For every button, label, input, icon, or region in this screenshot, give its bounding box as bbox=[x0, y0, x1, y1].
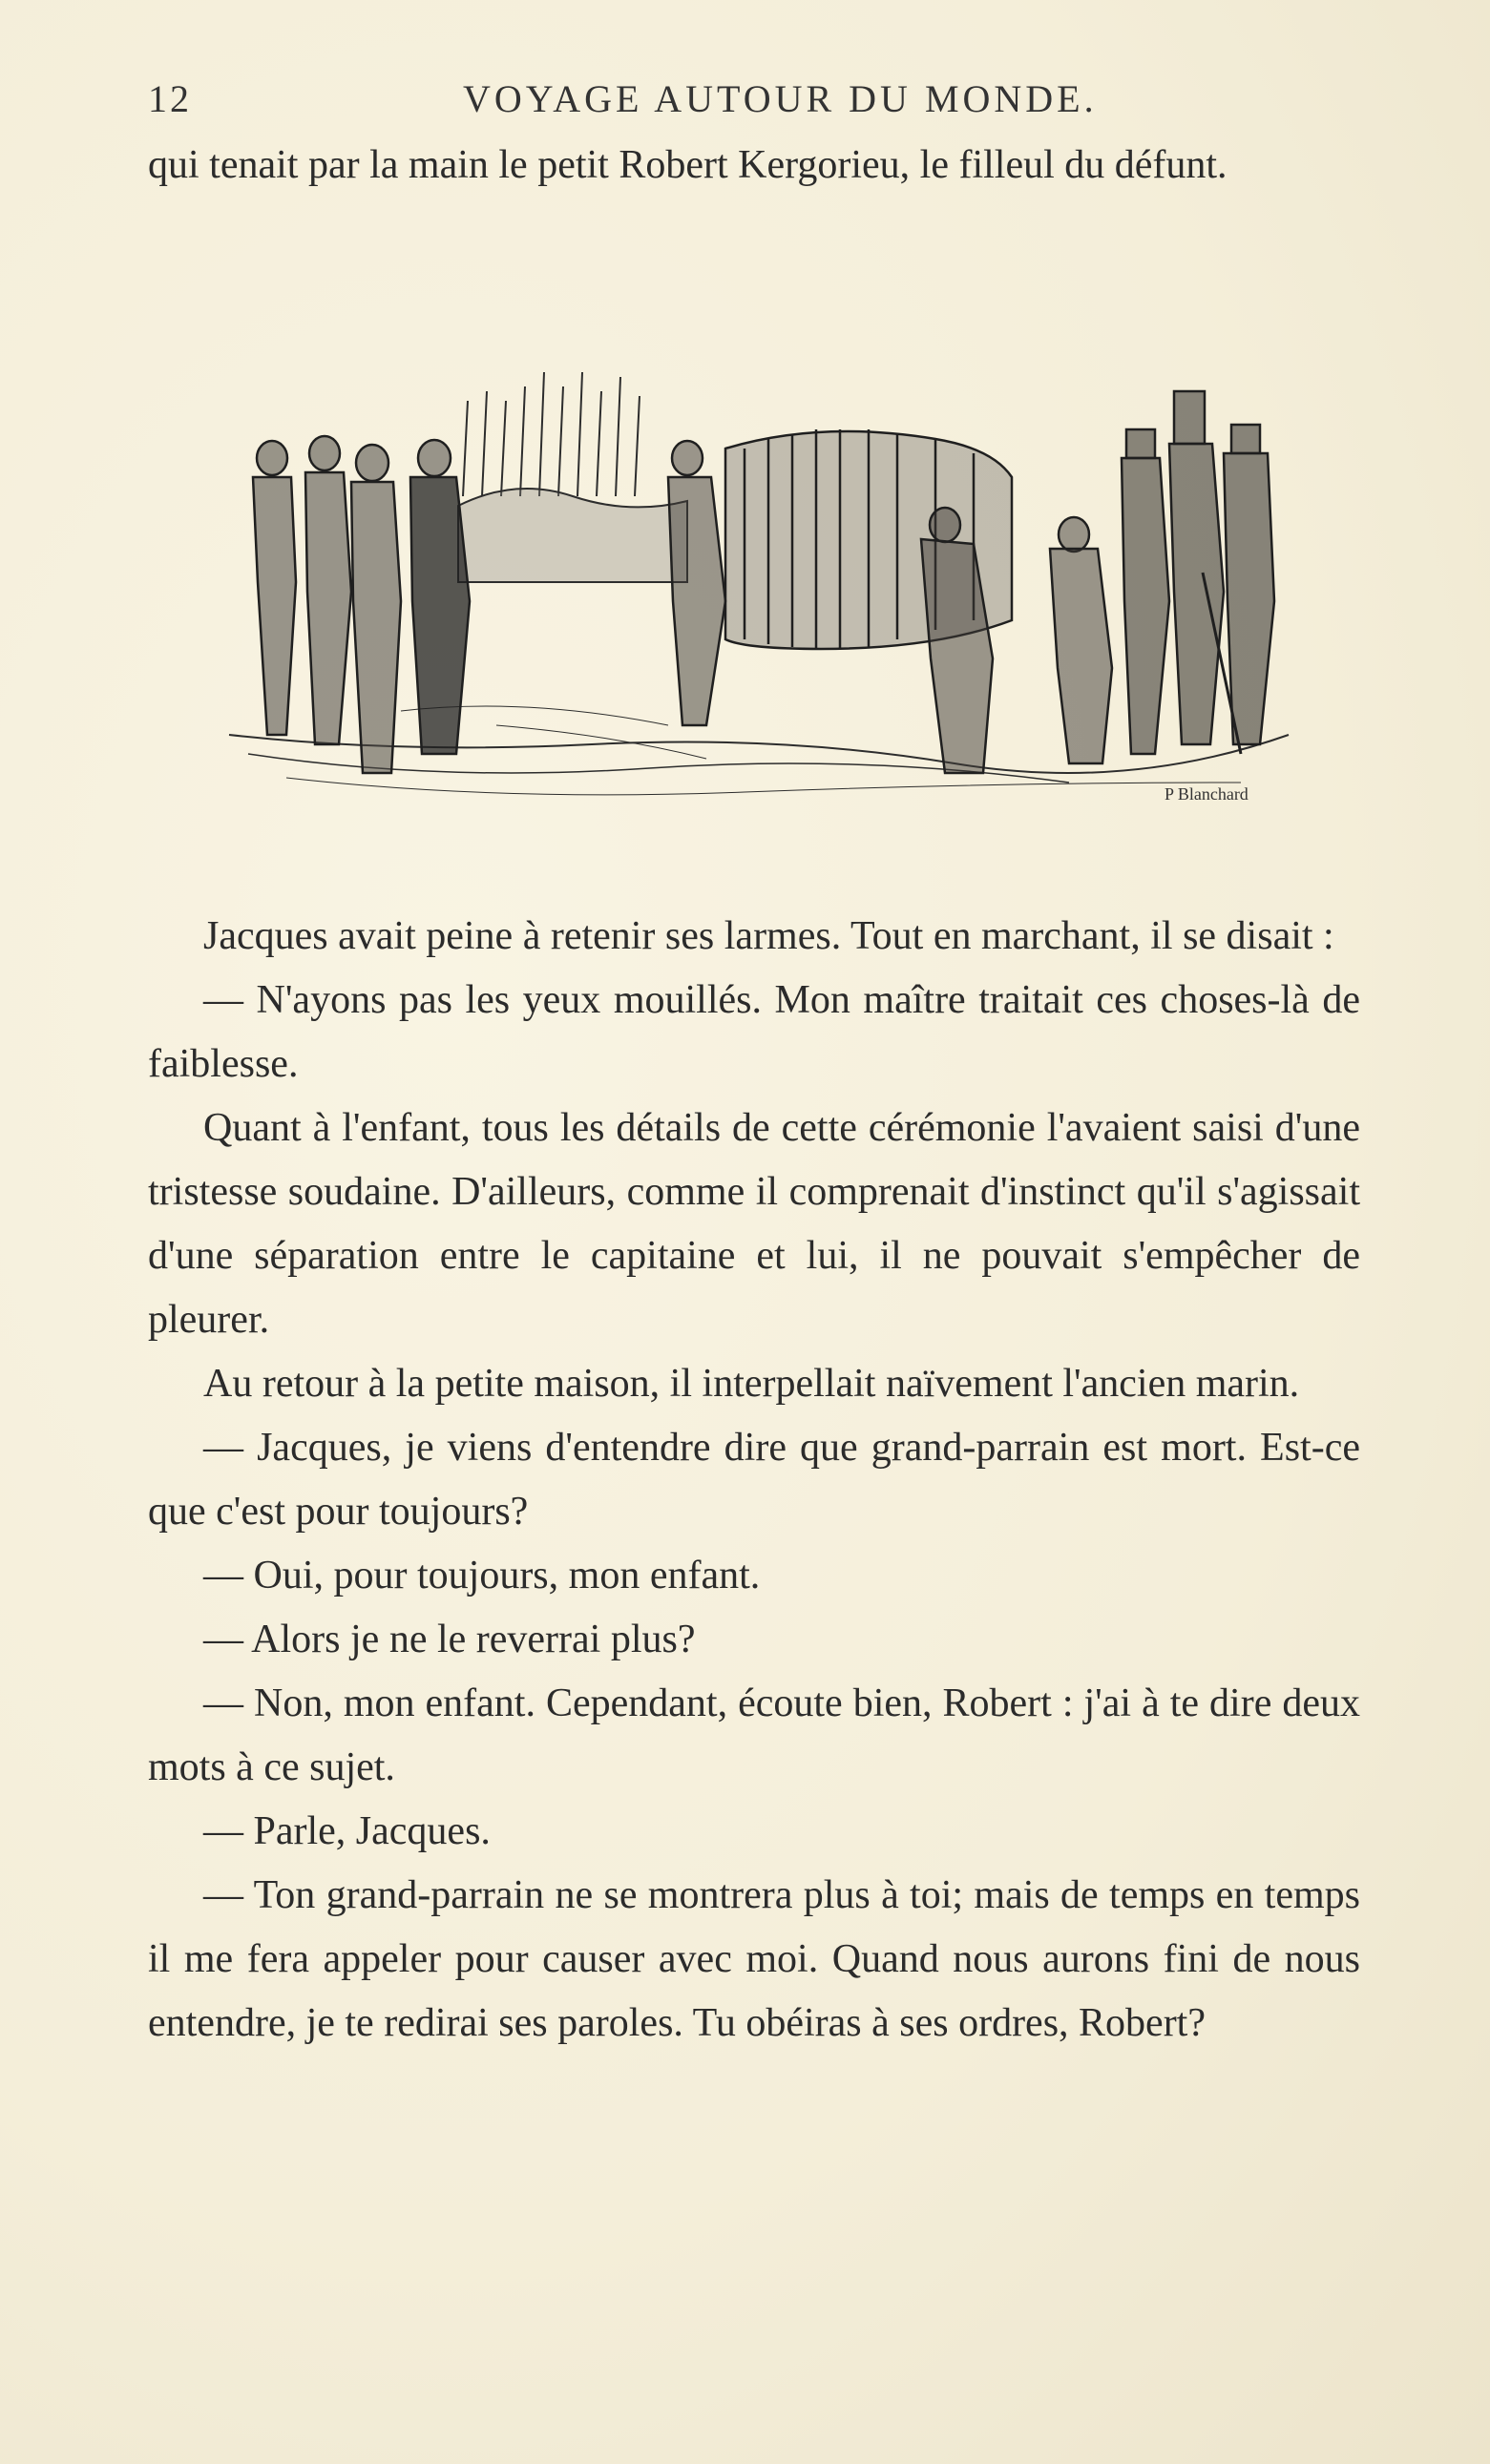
paragraph: — Jacques, je viens d'entendre dire que grand-parrain est mort. Est-ce que c'est pour toujours? bbox=[148, 1426, 1360, 1534]
page-number: 12 bbox=[148, 77, 192, 120]
paragraph: Au retour à la petite maison, il interpellait naïvement l'ancien marin. bbox=[203, 1362, 1300, 1406]
funeral-procession-illustration bbox=[210, 334, 1298, 811]
running-header bbox=[148, 76, 1355, 124]
paragraph: — Non, mon enfant. Cependant, écoute bien, Robert : j'ai à te dire deux mots à ce sujet. bbox=[148, 1681, 1360, 1789]
funeral-engraving bbox=[210, 334, 1298, 811]
running-title: VOYAGE AUTOUR DU MONDE. bbox=[463, 77, 1098, 120]
continued-text bbox=[148, 134, 1360, 198]
main-text bbox=[148, 905, 1360, 2056]
paragraph-continued: qui tenait par la main le petit Robert Kergorieu, le filleul du défunt. bbox=[148, 143, 1228, 187]
paragraph: — Ton grand-parrain ne se montrera plus à toi; mais de temps en temps il me fera appeler pour causer avec moi. Quand nous aurons fini de nous entendre, je te redirai ses paroles. Tu obéiras à ses ordres, Robert? bbox=[148, 1873, 1360, 2045]
paragraph: — Oui, pour toujours, mon enfant. bbox=[203, 1554, 761, 1597]
paragraph: Quant à l'enfant, tous les détails de cette cérémonie l'avaient saisi d'une tristesse soudaine. D'ailleurs, comme il comprenait d'instinct qu'il s'agissait d'une séparation entre le capitaine et lui, il ne pouvait s'empêcher de pleurer. bbox=[148, 1106, 1360, 1342]
paragraph: Jacques avait peine à retenir ses larmes. Tout en marchant, il se disait : bbox=[203, 914, 1334, 958]
engraver-signature: P Blanchard bbox=[1165, 784, 1249, 804]
paragraph: — Parle, Jacques. bbox=[203, 1809, 491, 1853]
paragraph: — Alors je ne le reverrai plus? bbox=[203, 1618, 696, 1661]
paragraph: — N'ayons pas les yeux mouillés. Mon maître traitait ces choses-là de faiblesse. bbox=[148, 978, 1360, 1086]
